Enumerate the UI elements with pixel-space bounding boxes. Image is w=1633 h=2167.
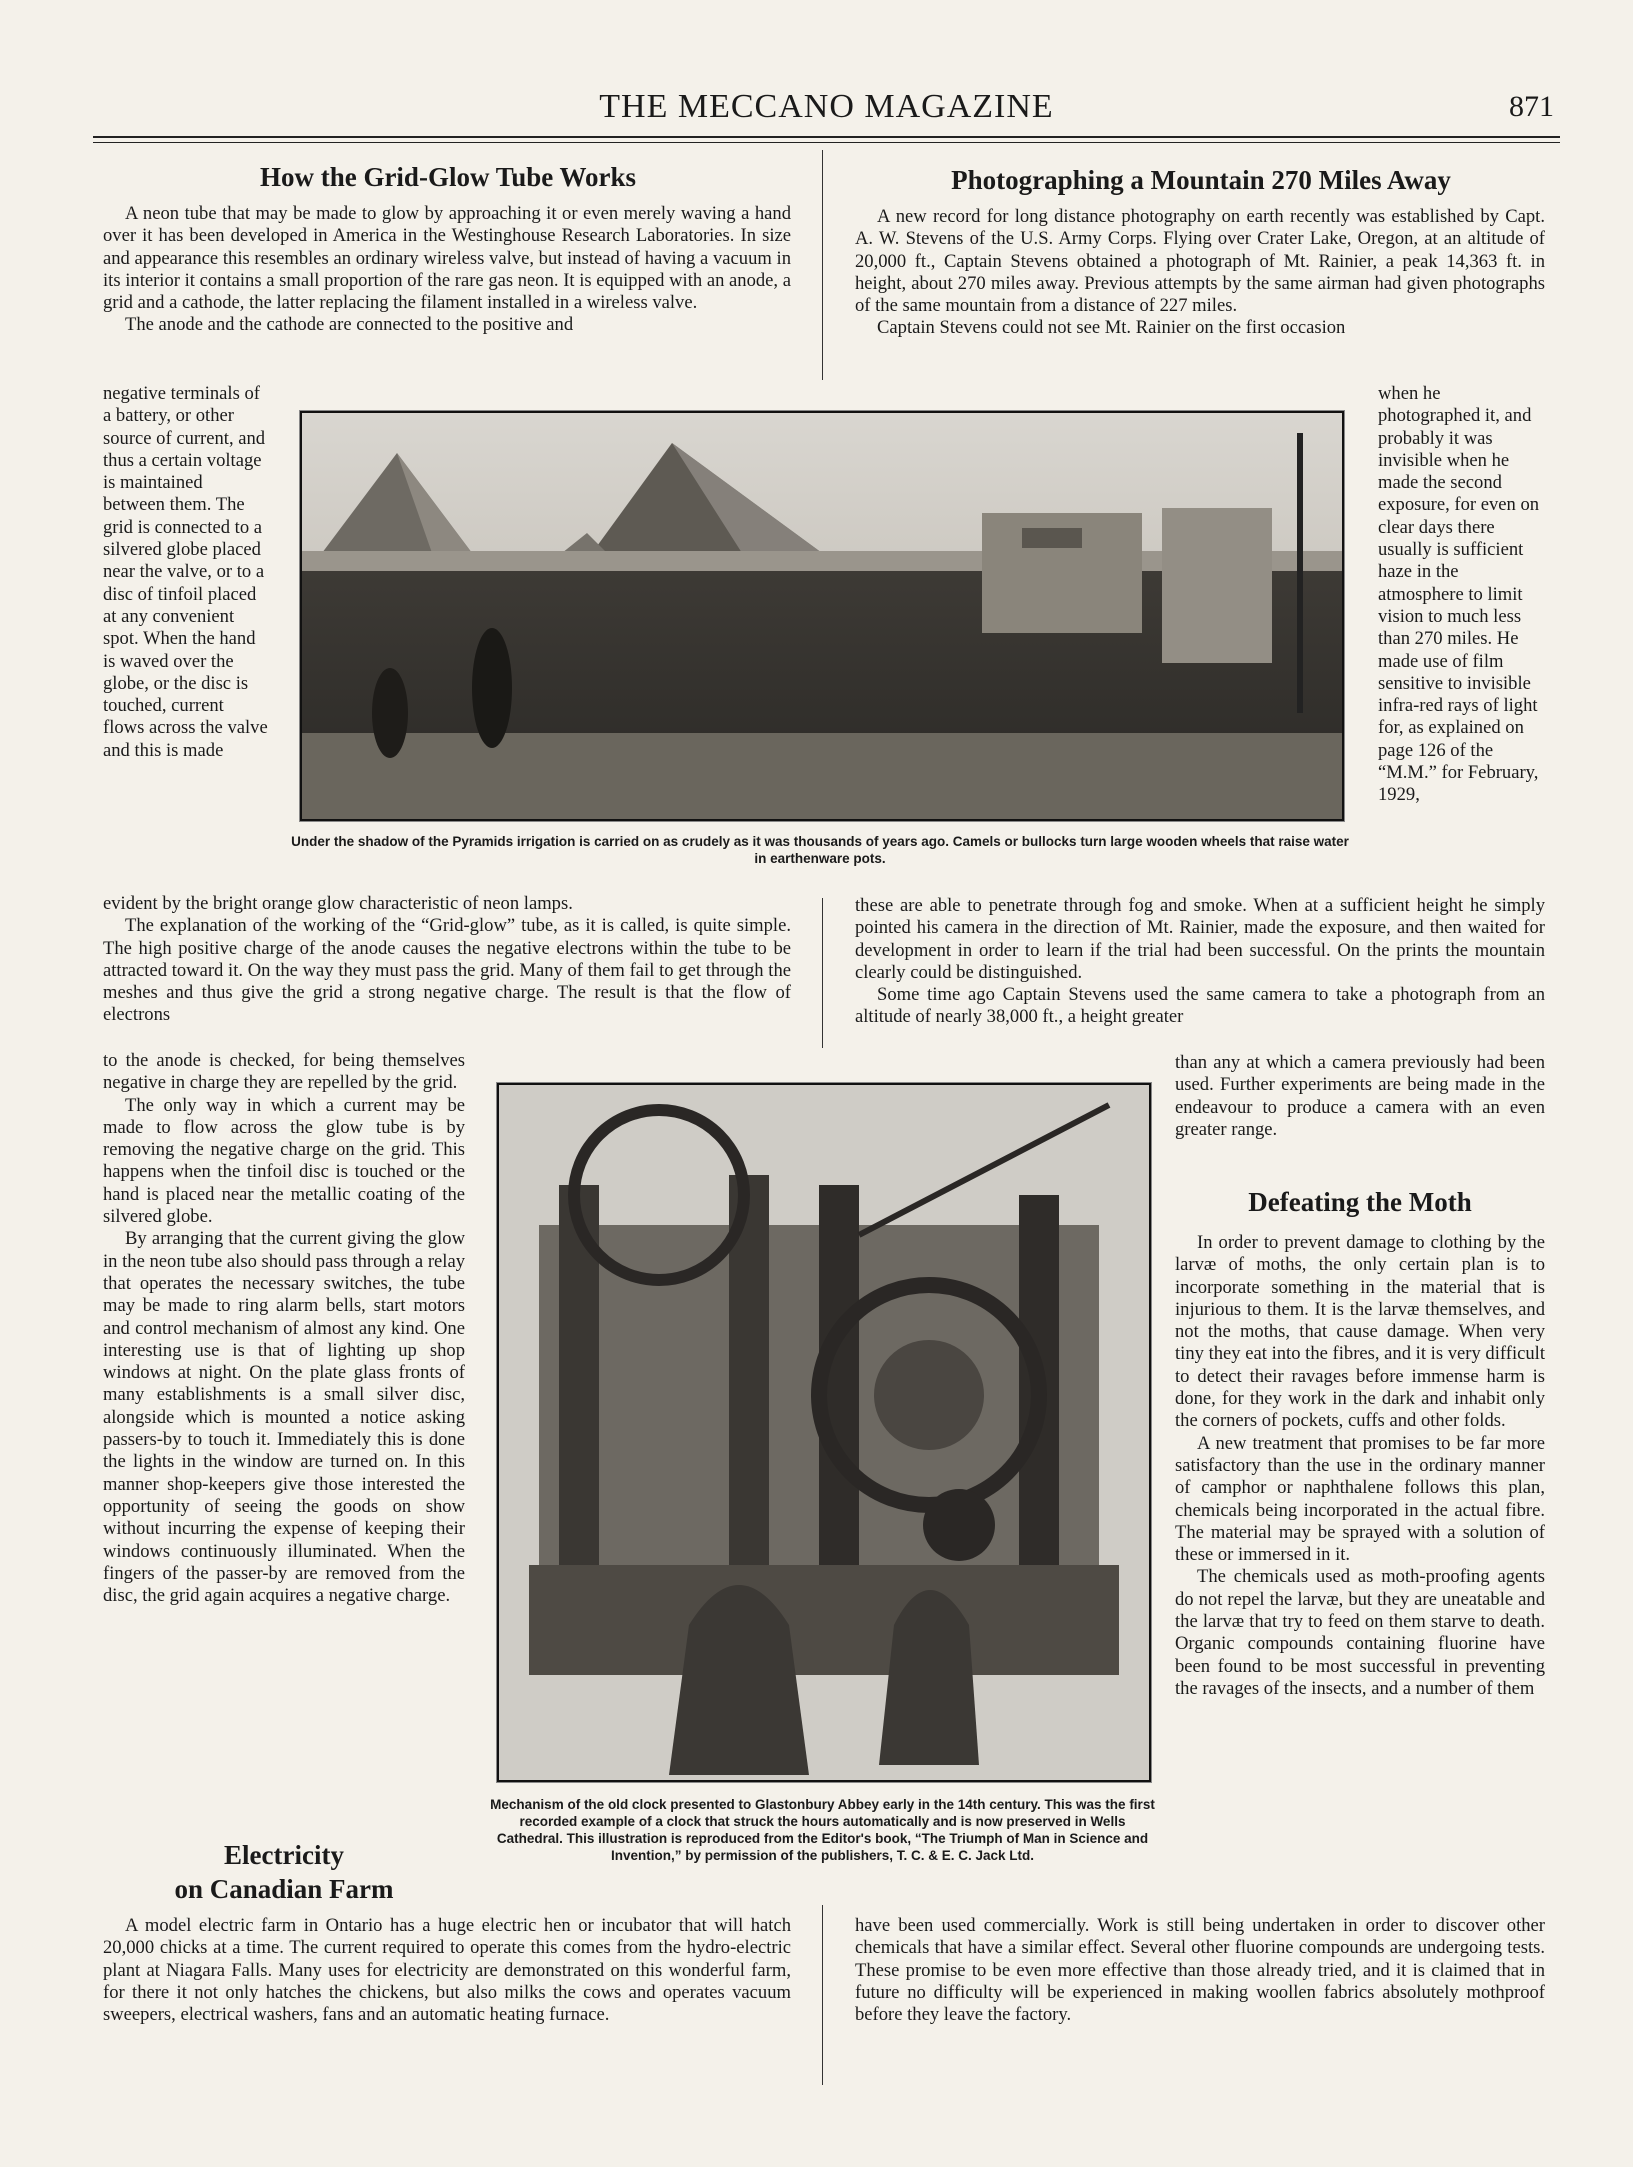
article-title-farm xyxy=(103,1838,465,1906)
paragraph-continued: to the anode is checked, for being themselves negative in charge they are repelled by the grid. xyxy=(103,1050,465,1094)
paragraph: Some time ago Captain Stevens used the same camera to take a photograph from an altitude of nearly 38,000 ft., a height greater xyxy=(855,984,1545,1028)
paragraph: The chemicals used as moth-proofing agents do not repel the larvæ, but they are uneatable and the larvæ that try to feed on them starve to death. Organic compounds containing fluorine have been found to be most successful in preventing the ravages of the insects, and a number of them xyxy=(1175,1566,1545,1699)
page-number: 871 xyxy=(1509,90,1554,123)
column-divider-middle xyxy=(822,898,823,1048)
magazine-title: THE MECCANO MAGAZINE xyxy=(599,88,1054,125)
paragraph: A model electric farm in Ontario has a huge electric hen or incubator that will hatch 20,000 chicks at a time. The current required to operate this comes from the hydro-electric plant at Niagara Falls. Many uses for electricity are demonstrated on this wonderful farm, for there it not only hatches the chickens, but also milks the cows and operates vacuum sweepers, electrical washers, fans and an automatic heating furnace. xyxy=(103,1915,791,2026)
paragraph-continued: these are able to penetrate through fog and smoke. When at a sufficient height he simply pointed his camera in the direction of Mt. Rainier, made the exposure, and then waited for development in order to learn if the trial had been successful. On the prints the mountain clearly could be distinguished. xyxy=(855,895,1545,983)
article-title-mountain: Photographing a Mountain 270 Miles Away xyxy=(951,165,1451,195)
masthead xyxy=(93,88,1560,134)
moth-text-continued xyxy=(855,1915,1545,2026)
paragraph-continued: than any at which a camera previously had been used. Further experiments are being made in the endeavour to produce a camera with an even greater range. xyxy=(1175,1052,1545,1140)
column-divider-top xyxy=(822,150,823,380)
paragraph-lead: The anode and the cathode are connected to the positive and xyxy=(125,314,574,336)
clock-photo xyxy=(497,1083,1151,1782)
clock-caption: Mechanism of the old clock presented to Glastonbury Abbey early in the 14th century. This was the first recorded example of a clock that struck the hours automatically and is now preserved in Wells Cathedral. This illustration is reproduced from the Editor's book, “The Triumph of Man in Science and Invention,” by permission of the publishers, T. C. & E. C. Jack Ltd. xyxy=(490,1797,1155,1863)
grid-glow-continued xyxy=(103,893,791,1027)
paragraph: In order to prevent damage to clothing by the larvæ of moths, the only certain plan is to incorporate something in the material that is injurious to them. It is the larvæ themselves, and not the moths, that cause damage. When very tiny they eat into the fibres, and it is very difficult to detect their ravages before immense harm is done, for they work in the dark and inhabit only the corners of pockets, cuffs and other folds. xyxy=(1175,1232,1545,1432)
mountain-narrow-end xyxy=(1175,1052,1545,1141)
grid-glow-narrow-column xyxy=(103,1050,465,1607)
column-divider-bottom xyxy=(822,1905,823,2085)
paragraph-continued: have been used commercially. Work is still being undertaken in order to discover other chemicals that have a similar effect. Several other fluorine compounds are undergoing tests. These promise to be even more effective than those already tried, and it is claimed that in future no difficulty will be experienced in making woollen fabrics absolutely mothproof before they leave the factory. xyxy=(855,1915,1545,2026)
farm-text xyxy=(103,1915,791,2026)
article-title-moth: Defeating the Moth xyxy=(1248,1187,1472,1217)
mountain-text xyxy=(855,206,1545,340)
paragraph: The explanation of the working of the “Grid-glow” tube, as it is called, is quite simple. The high positive charge of the anode causes the negative electrons within the tube to be attracted toward it. On the way they must pass the grid. Many of them fail to get through the meshes and thus give the grid a strong negative charge. The result is that the flow of electrons xyxy=(103,915,791,1026)
paragraph: negative terminals of a battery, or other source of current, and thus a certain voltage is maintained between them. The grid is connected to a silvered globe placed near the valve, or to a disc of tinfoil placed at any convenient spot. When the hand is waved over the globe, or the disc is touched, current flows across the valve and this is made xyxy=(103,383,268,761)
paragraph: By arranging that the current giving the glow in the neon tube also should pass through a relay that operates the necessary switches, the tube may be made to ring alarm bells, start motors and control mechanism of almost any kind. One interesting use is that of lighting up shop windows at night. On the plate glass fronts of many establishments is a small silver disc, alongside which is mounted a notice asking passers-by to touch it. Immediately this is done the lights in the window are turned on. In this manner shop-keepers give those interested the opportunity of seeing the goods on show without incurring the expense of keeping their windows continuously illuminated. When the fingers of the passer-by are removed from the disc, the grid again acquires a negative charge. xyxy=(103,1228,465,1607)
paragraph: A neon tube that may be made to glow by approaching it or even merely waving a hand over it has been developed in America in the Westinghouse Research Laboratories. In size and appearance this resembles an ordinary wireless valve, but instead of having a vacuum in its interior it contains a small proportion of the rare gas neon. It is equipped with an anode, a grid and a cathode, the latter replacing the filament installed in a wireless valve. xyxy=(103,203,791,314)
paragraph: The only way in which a current may be made to flow across the glow tube is by removing the negative charge on the grid. This happens when the tinfoil disc is touched or the hand is placed near the metallic coating of the silvered globe. xyxy=(103,1094,465,1228)
pyramids-caption: Under the shadow of the Pyramids irrigation is carried on as crudely as it was thousands of years ago. Camels or bullocks turn large wooden wheels that raise water in earthenware pots. xyxy=(291,834,1349,866)
paragraph: A new record for long distance photography on earth recently was established by Capt. A. W. Stevens of the U.S. Army Corps. Flying over Crater Lake, Oregon, at an altitude of 20,000 ft., Captain Stevens obtained a photograph of Mt. Rainier, a peak 14,363 ft. in height, about 270 miles away. Previous attempts by the same airman had given photographs of the same mountain from a distance of 227 miles. xyxy=(855,206,1545,317)
grid-glow-narrow-text xyxy=(103,383,269,762)
header-rule xyxy=(93,136,1560,138)
article-title-grid-glow: How the Grid-Glow Tube Works xyxy=(259,162,637,192)
pyramids-illustration xyxy=(302,413,1342,819)
clock-mechanism-illustration xyxy=(499,1085,1149,1780)
grid-glow-intro xyxy=(103,203,791,337)
paragraph: when he photographed it, and probably it was invisible when he made the second exposure, for even on clear days there usually is sufficient haze in the atmosphere to limit vision to much less than 270 miles. He made use of film sensitive to invisible infra-red rays of light for, as explained on page 126 of the “M.M.” for February, 1929, xyxy=(1378,383,1540,806)
title-line: Electricity xyxy=(224,1840,344,1870)
paragraph-continued: evident by the bright orange glow characteristic of neon lamps. xyxy=(103,893,573,914)
header-rule-thin xyxy=(93,142,1560,143)
paragraph-lead: Captain Stevens could not see Mt. Rainier on the first occasion xyxy=(877,317,1346,339)
moth-text xyxy=(1175,1232,1545,1700)
pyramids-photo xyxy=(300,411,1344,821)
title-line: on Canadian Farm xyxy=(174,1874,394,1904)
paragraph: A new treatment that promises to be far more satisfactory than the use in the ordinary manner of camphor or naphthalene follows this plan, chemicals being incorporated in the actual fibre. The material may be sprayed with a solution of these or immersed in it. xyxy=(1175,1432,1545,1566)
mountain-continued xyxy=(855,895,1545,1029)
mountain-narrow-text xyxy=(1378,383,1546,807)
